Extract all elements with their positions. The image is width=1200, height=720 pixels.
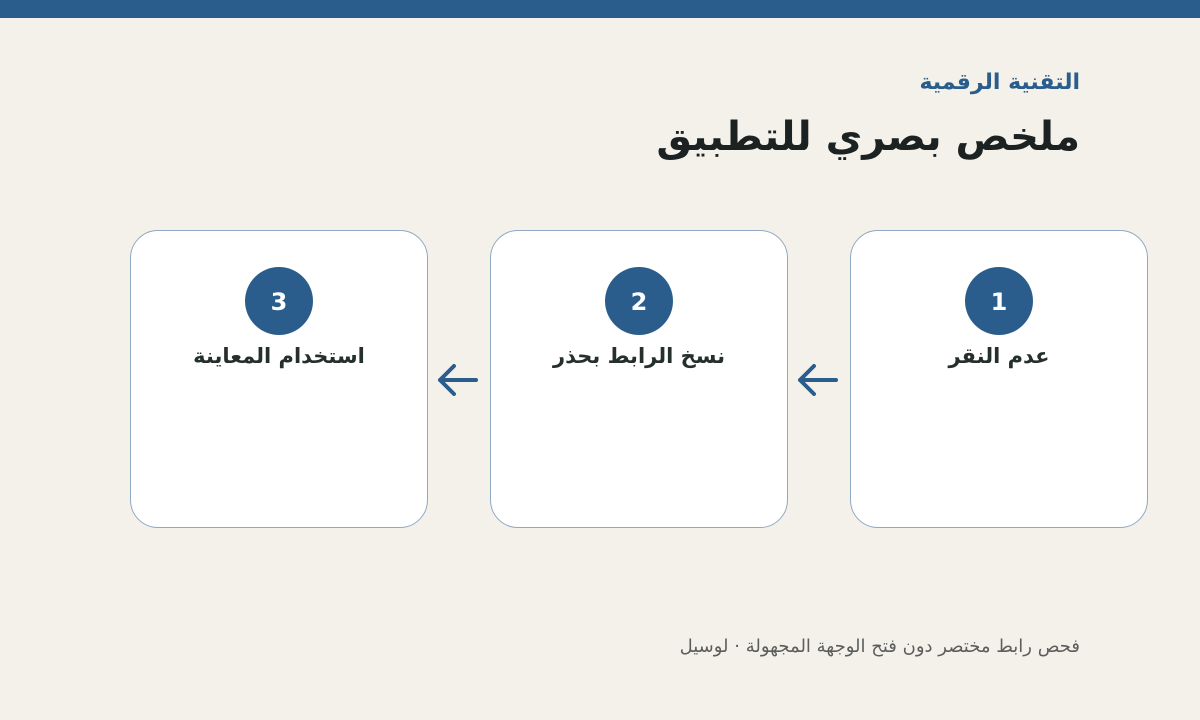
step-label-2: نسخ الرابط بحذر [553,344,725,368]
arrow-left-icon [434,360,480,400]
step-number-badge-2: 2 [605,267,673,335]
step-label-3: استخدام المعاينة [193,344,365,368]
top-accent-bar [0,0,1200,18]
page-title: ملخص بصري للتطبيق [656,114,1080,160]
step-number-badge-3: 3 [245,267,313,335]
step-card-2 [490,230,788,528]
step-label-1: عدم النقر [948,344,1050,368]
footer-caption: فحص رابط مختصر دون فتح الوجهة المجهولة · لوسيل [679,636,1080,657]
step-card-1 [850,230,1148,528]
section-kicker: التقنية الرقمية [919,70,1080,95]
arrow-left-icon [794,360,840,400]
step-card-3 [130,230,428,528]
step-number-badge-1: 1 [965,267,1033,335]
